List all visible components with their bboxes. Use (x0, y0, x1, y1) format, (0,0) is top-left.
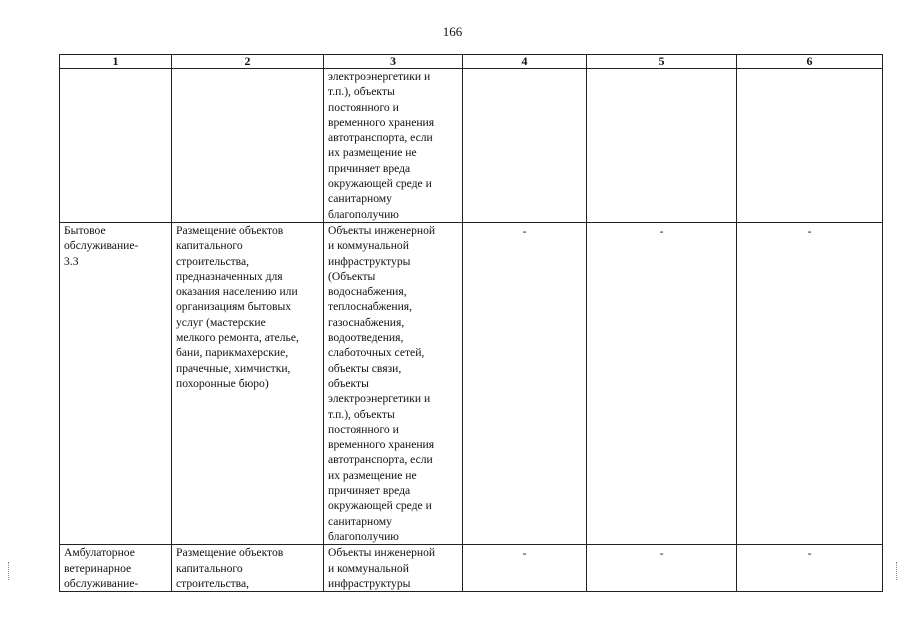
header-col-4: 4 (463, 55, 587, 69)
table-cell-col-6 (737, 222, 883, 544)
margin-mark-left (8, 562, 13, 580)
table-cell-col-4 (463, 222, 587, 544)
cell-line: электроэнергетики и (328, 392, 431, 406)
cell-line: мелкого ремонта, ателье, (176, 331, 299, 345)
cell-line: инфраструктуры (328, 576, 411, 590)
cell-line: санитарному (328, 514, 392, 528)
table-cell-col-1 (60, 69, 172, 223)
cell-value: - (807, 547, 812, 561)
cell-line: и коммунальной (328, 239, 409, 253)
header-col-6: 6 (737, 55, 883, 69)
table-cell-col-5 (587, 545, 737, 592)
cell-line: Размещение объектов (176, 546, 284, 560)
cell-line: окружающей среде и (328, 499, 432, 513)
cell-line: автотранспорта, если (328, 453, 433, 467)
cell-line: причиняет вреда (328, 484, 411, 498)
cell-value: - (522, 224, 527, 238)
table-cell-col-2 (172, 545, 324, 592)
table-cell-col-1 (60, 545, 172, 592)
cell-line: санитарному (328, 192, 392, 206)
cell-line: постоянного и (328, 100, 399, 114)
cell-value: - (522, 547, 527, 561)
cell-line: строительства, (176, 254, 250, 268)
cell-value: - (659, 547, 664, 561)
cell-line: прачечные, химчистки, (176, 361, 291, 375)
table-cell-col-2 (172, 69, 324, 223)
cell-line: капитального (176, 561, 243, 575)
table-row (60, 69, 883, 223)
cell-line: услуг (мастерские (176, 315, 266, 329)
table-cell-col-6 (737, 69, 883, 223)
cell-line: Размещение объектов (176, 223, 284, 237)
header-col-1: 1 (60, 55, 172, 69)
cell-line: электроэнергетики и (328, 70, 431, 83)
cell-line: предназначенных для (176, 269, 283, 283)
cell-line: Амбулаторное (64, 546, 135, 560)
cell-line: благополучию (328, 529, 399, 543)
cell-line: оказания населению или (176, 285, 298, 299)
table-header-row (60, 55, 883, 69)
table-cell-col-5 (587, 222, 737, 544)
cell-line: Объекты инженерной (328, 223, 436, 237)
table-cell-col-4 (463, 69, 587, 223)
table-cell-col-3 (324, 69, 463, 223)
cell-line: капитального (176, 239, 243, 253)
cell-line: бани, парикмахерские, (176, 346, 289, 360)
header-col-2: 2 (172, 55, 324, 69)
cell-line: т.п.), объекты (328, 407, 395, 421)
cell-line: временного хранения (328, 438, 435, 452)
margin-mark-right (896, 562, 901, 580)
cell-line: водоснабжения, (328, 285, 407, 299)
cell-line: их размещение не (328, 146, 417, 160)
table-cell-col-2 (172, 222, 324, 544)
cell-line: автотранспорта, если (328, 131, 433, 145)
page-number: 166 (442, 24, 463, 39)
cell-line: теплоснабжения, (328, 300, 413, 314)
cell-line: ветеринарное (64, 561, 132, 575)
cell-line: обслуживание- (64, 576, 139, 590)
table-cell-col-4 (463, 545, 587, 592)
cell-line: похоронные бюро) (176, 376, 269, 390)
cell-line: водоотведения, (328, 331, 404, 345)
cell-line: организациям бытовых (176, 300, 292, 314)
cell-line: и коммунальной (328, 561, 409, 575)
cell-line: газоснабжения, (328, 315, 405, 329)
cell-line: 3.3 (64, 254, 79, 268)
table-cell-col-6 (737, 545, 883, 592)
cell-line: Бытовое (64, 223, 106, 237)
cell-line: (Объекты (328, 269, 376, 283)
table-cell-col-5 (587, 69, 737, 223)
cell-line: их размещение не (328, 468, 417, 482)
cell-line: причиняет вреда (328, 161, 411, 175)
table-row (60, 222, 883, 544)
zoning-table (59, 54, 883, 592)
cell-line: Объекты инженерной (328, 546, 436, 560)
cell-line: т.п.), объекты (328, 85, 395, 99)
cell-value: - (659, 224, 664, 238)
cell-value: - (807, 224, 812, 238)
header-col-5: 5 (587, 55, 737, 69)
cell-line: обслуживание- (64, 239, 139, 253)
cell-line: инфраструктуры (328, 254, 411, 268)
cell-line: окружающей среде и (328, 177, 432, 191)
cell-line: строительства, (176, 576, 250, 590)
table-row (60, 545, 883, 592)
header-col-3: 3 (324, 55, 463, 69)
cell-line: объекты связи, (328, 361, 402, 375)
cell-line: объекты (328, 376, 369, 390)
cell-line: слаботочных сетей, (328, 346, 425, 360)
table-cell-col-3 (324, 545, 463, 592)
cell-line: постоянного и (328, 422, 399, 436)
cell-line: благополучию (328, 207, 399, 221)
cell-line: временного хранения (328, 115, 435, 129)
table-cell-col-3 (324, 222, 463, 544)
table-cell-col-1 (60, 222, 172, 544)
